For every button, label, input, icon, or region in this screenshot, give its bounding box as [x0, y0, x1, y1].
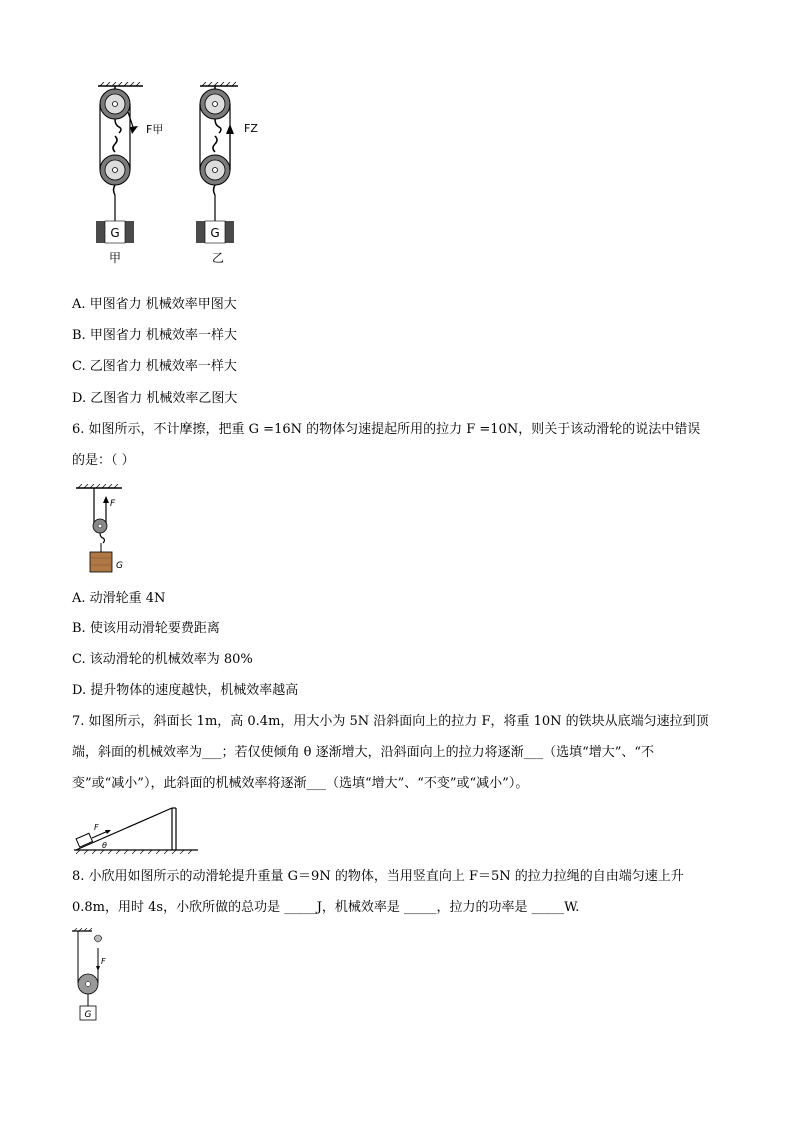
q6-stem-line2: 的是：（ ） — [72, 453, 135, 468]
q5-option-a: A. 甲图省力 机械效率甲图大 — [72, 297, 237, 312]
q8-stem-line1: 8. 小欣用如图所示的动滑轮提升重量 G＝9N 的物体，当用竖直向上 F＝5N 的拉力拉绳的自由端匀速上升 — [72, 869, 684, 884]
force-label-yi: FZ — [244, 122, 258, 135]
q6-option-d: D. 提升物体的速度越快，机械效率越高 — [72, 683, 299, 698]
weight-label-right: G — [210, 226, 220, 240]
q8-stem-line2: 0.8m，用时 4s，小欣所做的总功是 _____J，机械效率是 _____，拉力的功率是 _____W. — [72, 900, 580, 915]
q5-option-b: B. 甲图省力 机械效率一样大 — [72, 328, 237, 343]
q6-option-c: C. 该动滑轮的机械效率为 80% — [72, 652, 253, 667]
q6-stem-line1: 6. 如图所示，不计摩擦，把重 G =16N 的物体匀速提起所用的拉力 F =10N，则关于该动滑轮的说法中错误 — [72, 422, 701, 437]
q6-option-a: A. 动滑轮重 4N — [72, 591, 166, 606]
figure-label-jia: 甲 — [108, 251, 122, 265]
q8-force-label: F — [101, 957, 106, 966]
q7-force-label: F — [94, 823, 99, 832]
movable-pulley-figure-q6 — [72, 484, 132, 578]
q6-weight-label: G — [116, 561, 123, 571]
q5-option-d: D. 乙图省力 机械效率乙图大 — [72, 391, 238, 406]
incline-figure-q7 — [72, 804, 202, 856]
q6-option-b: B. 使该用动滑轮要费距离 — [72, 621, 220, 636]
q7-stem-line3: 变”或“减小”），此斜面的机械效率将逐渐___（选填“增大”、“不变”或“减小”）。 — [72, 776, 529, 791]
pulley-figure-q5 — [88, 82, 288, 268]
figure-label-yi: 乙 — [211, 251, 225, 265]
q8-weight-label: G — [84, 1010, 92, 1020]
q6-force-label: F — [110, 499, 116, 509]
movable-pulley-figure-q8 — [70, 928, 120, 1024]
weight-label-left: G — [110, 226, 120, 240]
q7-stem-line2: 端，斜面的机械效率为___；若仅使倾角 θ 逐渐增大，沿斜面向上的拉力将逐渐___（选填“增大”、“不 — [72, 745, 655, 760]
q7-stem-line1: 7. 如图所示，斜面长 1m，高 0.4m，用大小为 5N 沿斜面向上的拉力 F，将重 10N 的铁块从底端匀速拉到顶 — [72, 714, 709, 729]
q7-angle-label: θ — [102, 841, 107, 850]
q5-option-c: C. 乙图省力 机械效率一样大 — [72, 359, 237, 374]
force-label-jia: F甲 — [146, 123, 164, 136]
